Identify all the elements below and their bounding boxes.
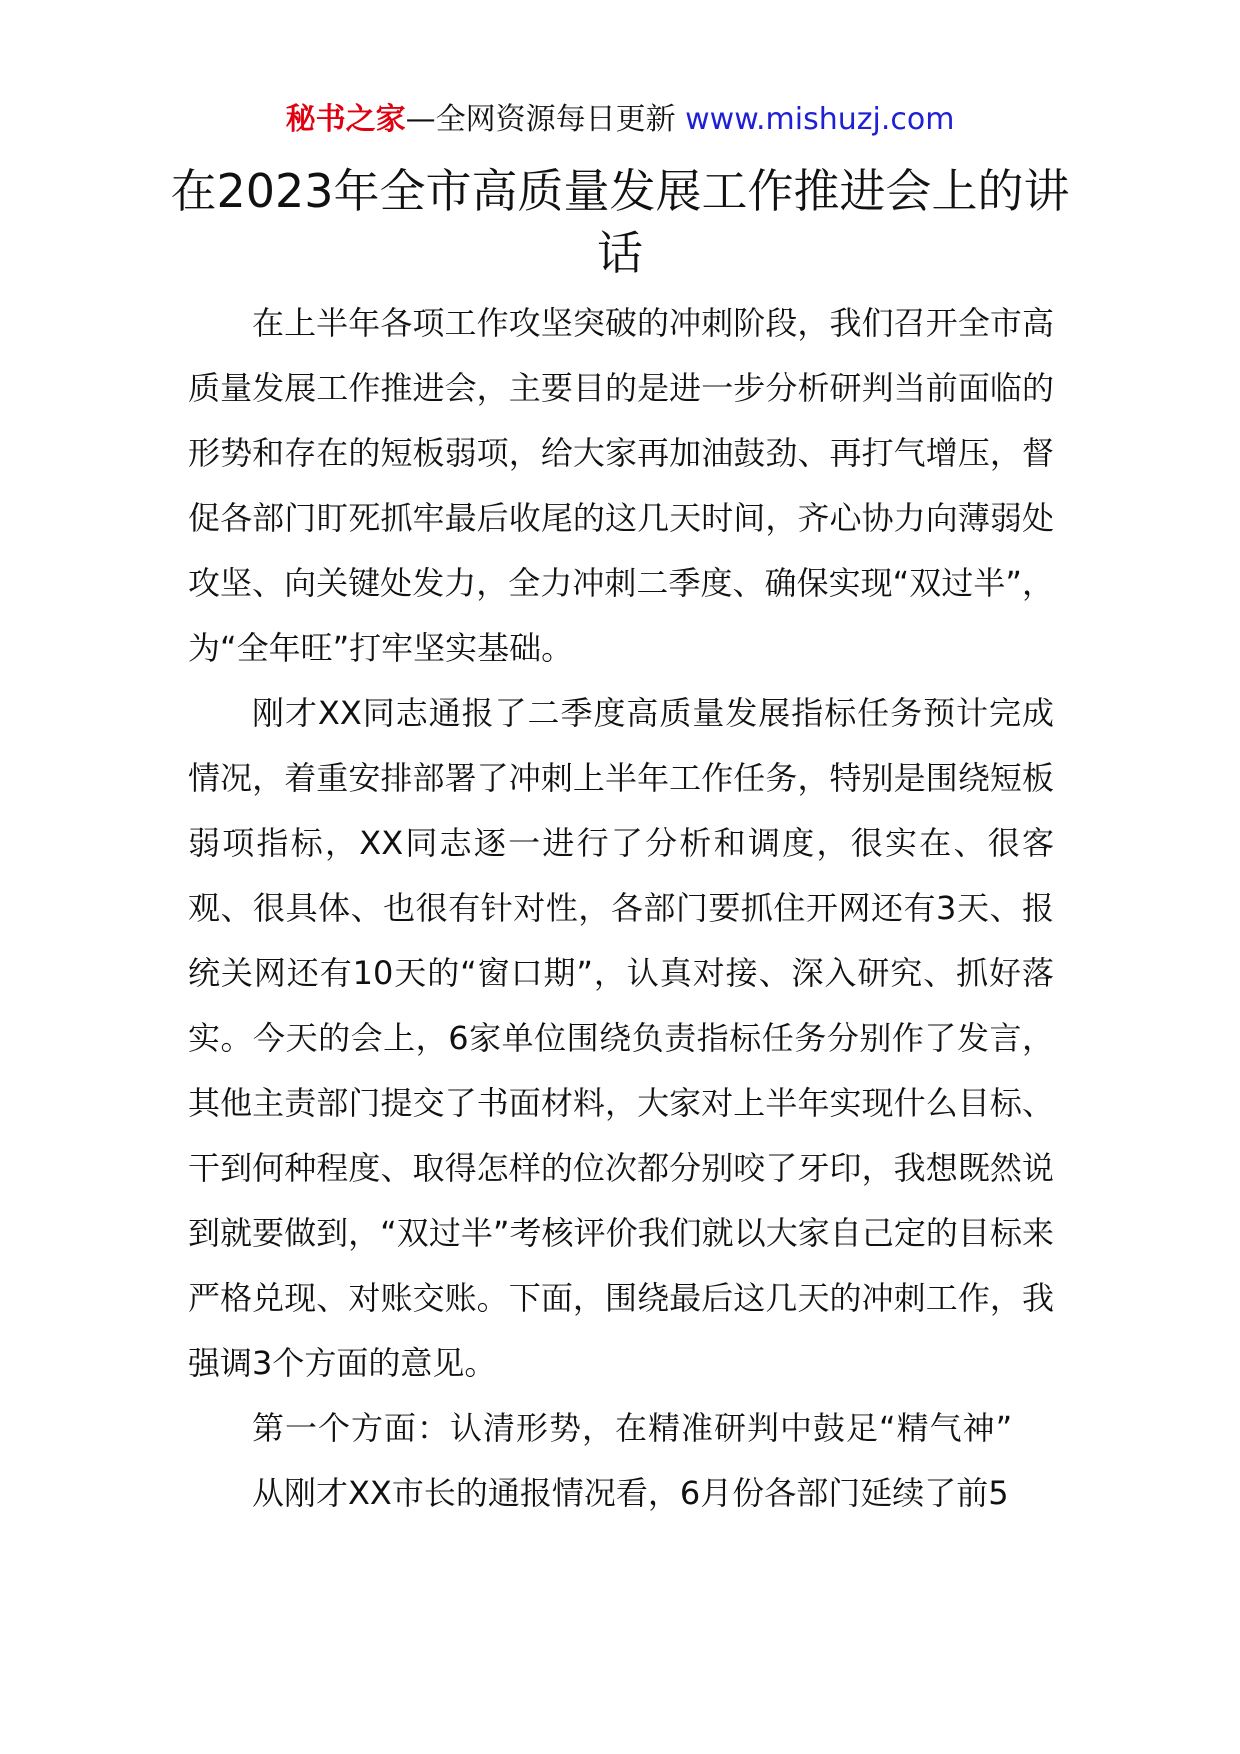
document-body [188,291,1054,1526]
banner-tagline: —全网资源每日更新 [405,102,676,137]
document-title: 在2023年全市高质量发展工作推进会上的讲话 [170,164,1070,280]
paragraph-review: 刚才XX同志通报了二季度高质量发展指标任务预计完成情况，着重安排部署了冲刺上半年工作任务，特别是围绕短板弱项指标，XX同志逐一进行了分析和调度，很实在、很客观、很具体、也很有针对性，各部门要抓住开网还有3天、报统关网还有10天的“窗口期”，认真对接、深入研究、抓好落实。今天的会上，6家单位围绕负责指标任务分别作了发言，其他主责部门提交了书面材料，大家对上半年实现什么目标、干到何种程度、取得怎样的位次都分别咬了牙印，我想既然说到就要做到，“双过半”考核评价我们就以大家自己定的目标来严格兑现、对账交账。下面，围绕最后这几天的冲刺工作，我强调3个方面的意见。 [188,694,1054,1382]
paragraph-intro: 在上半年各项工作攻坚突破的冲刺阶段，我们召开全市高质量发展工作推进会，主要目的是进一步分析研判当前面临的形势和存在的短板弱项，给大家再加油鼓劲、再打气增压，督促各部门盯死抓牢最后收尾的这几天时间，齐心协力向薄弱处攻坚、向关键处发力，全力冲刺二季度、确保实现“双过半”，为“全年旺”打牢坚实基础。 [188,304,1054,667]
paragraph-section-1: 从刚才XX市长的通报情况看，6月份各部门延续了前5 [252,1474,1009,1512]
watermark-banner [0,98,1240,142]
section-heading-1: 第一个方面：认清形势，在精准研判中鼓足“精气神” [252,1409,1014,1447]
banner-brand: 秘书之家 [285,102,406,137]
banner-url[interactable]: www.mishuzj.com [685,102,955,137]
